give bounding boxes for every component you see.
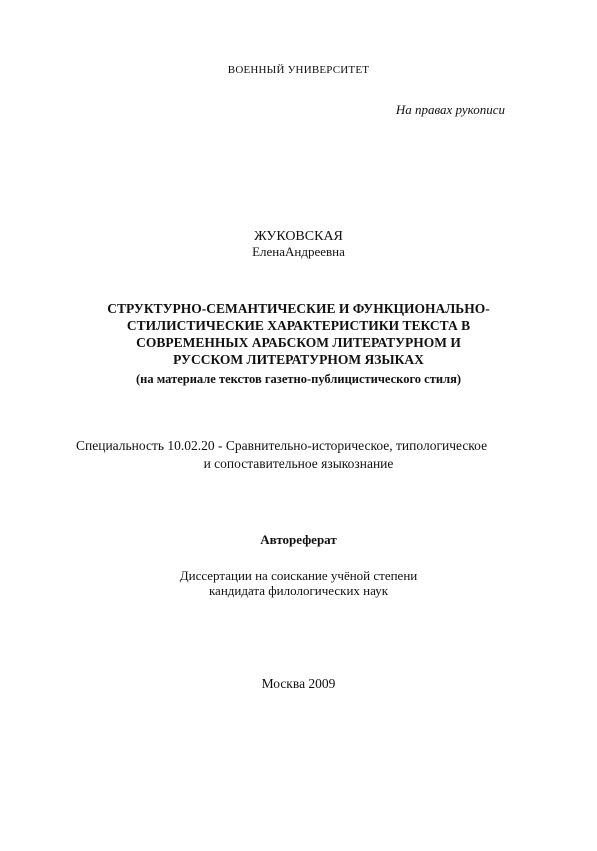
specialty-line-2: и сопоставительное языкознание — [203, 456, 394, 471]
city-year: Москва 2009 — [261, 676, 336, 691]
dissertation-line-2: кандидата филологических наук — [208, 583, 389, 598]
university-name: ВОЕННЫЙ УНИВЕРСИТЕТ — [227, 64, 370, 76]
title-line-3: СОВРЕМЕННЫХ АРАБСКОМ ЛИТЕРАТУРНОМ И — [136, 335, 461, 350]
title-line-4: РУССКОМ ЛИТЕРАТУРНОМ ЯЗЫКАХ — [173, 352, 424, 367]
abstract-label: Автореферат — [260, 532, 337, 547]
title-line-1: СТРУКТУРНО-СЕМАНТИЧЕСКИЕ И ФУНКЦИОНАЛЬНО- — [107, 301, 490, 316]
manuscript-note: На правах рукописи — [395, 102, 505, 117]
title-line-2: СТИЛИСТИЧЕСКИЕ ХАРАКТЕРИСТИКИ ТЕКСТА В — [126, 318, 471, 333]
dissertation-line-1: Диссертации на соискание учёной степени — [179, 568, 418, 583]
author-given-names: ЕленаАндреевна — [252, 244, 345, 259]
author-surname: ЖУКОВСКАЯ — [254, 229, 343, 244]
specialty-line-1: Специальность 10.02.20 - Сравнительно-историческое, типологическое — [76, 438, 488, 453]
title-subtitle: (на материале текстов газетно-публицистического стиля) — [135, 372, 462, 386]
